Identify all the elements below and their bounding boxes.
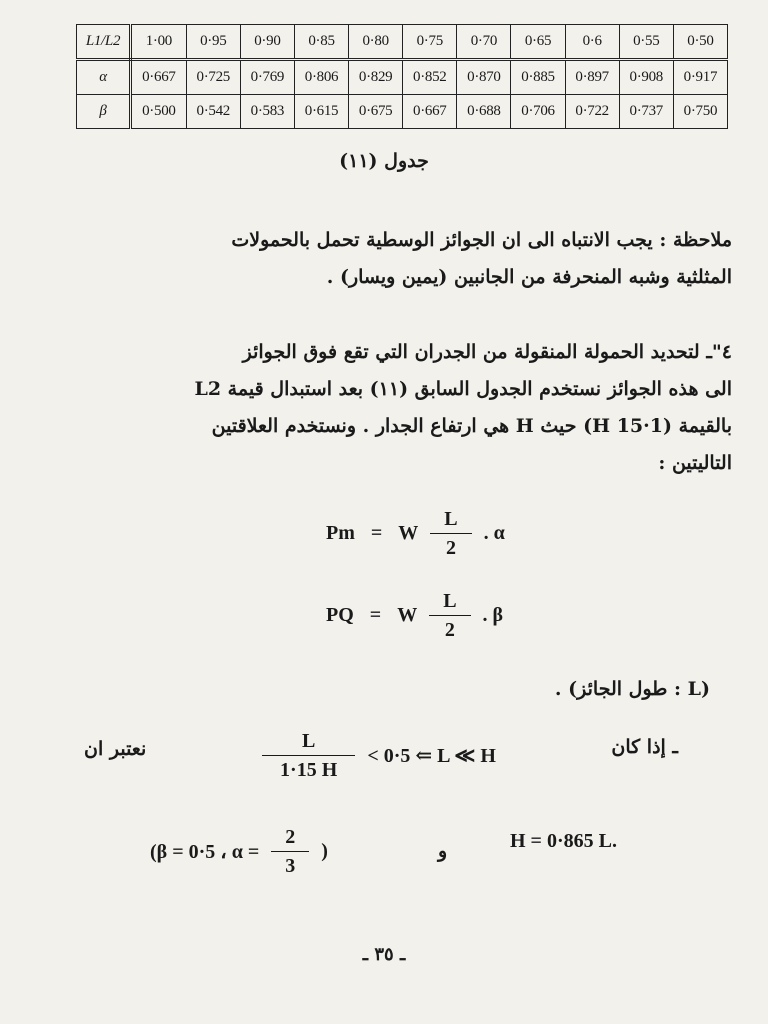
table-row-label: L1/L2 — [77, 25, 131, 60]
table-cell: 0·897 — [565, 60, 619, 95]
page-number: ـ ٣٥ ـ — [362, 944, 406, 965]
formula-lhs: PQ — [326, 604, 354, 626]
table-cell: 0·95 — [186, 25, 240, 60]
h-relation-text: H = 0·865 L. — [510, 830, 617, 852]
equals-sign: = — [370, 522, 383, 544]
condition-formula — [250, 730, 496, 781]
table-cell: 0·55 — [619, 25, 673, 60]
formula-lhs: Pm — [326, 522, 355, 544]
item-4-paragraph — [32, 334, 732, 482]
fraction-denominator: 1·15 H — [280, 759, 338, 781]
fraction-numerator: L — [262, 730, 355, 756]
fraction-numerator: L — [430, 508, 471, 534]
fraction-denominator: 2 — [444, 619, 455, 641]
table-row-alpha — [77, 60, 728, 95]
table-cell: 0·583 — [240, 95, 294, 129]
table-cell: 0·806 — [294, 60, 348, 95]
condition-relation: < 0·5 ⇐ L ≪ H — [367, 745, 496, 767]
table-cell: 0·829 — [349, 60, 403, 95]
table-cell: 0·50 — [673, 25, 727, 60]
table-cell: 0·750 — [673, 95, 727, 129]
table-cell: 0·917 — [673, 60, 727, 95]
table-cell: 0·688 — [457, 95, 511, 129]
fraction-denominator: 3 — [285, 855, 296, 877]
fraction-numerator: L — [429, 590, 470, 616]
table-caption: جدول (١١) — [339, 150, 429, 172]
table-cell: 1·00 — [131, 25, 187, 60]
table-cell: 0·706 — [511, 95, 565, 129]
result-formula — [150, 826, 328, 877]
table-cell: 0·852 — [403, 60, 457, 95]
table-row-beta — [77, 95, 728, 129]
table-cell: 0·675 — [349, 95, 403, 129]
fraction — [271, 826, 309, 877]
table-cell: 0·885 — [511, 60, 565, 95]
table-cell: 0·737 — [619, 95, 673, 129]
fraction-denominator: 2 — [445, 537, 456, 559]
text-line: التاليتين : — [658, 452, 732, 474]
table-cell: 0·75 — [403, 25, 457, 60]
result-beta-alpha: (β = 0·5 ، α = — [150, 841, 260, 863]
table-row-label: α — [77, 60, 131, 95]
condition-prefix — [611, 736, 678, 758]
table-cell: 0·70 — [457, 25, 511, 60]
text-line: ٤"ـ لتحديد الحمولة المنقولة من الجدران التي تقع فوق الجوائز — [242, 341, 732, 363]
formula-pq — [326, 590, 503, 641]
table-header-row — [77, 25, 728, 60]
condition-prefix-text: ـ إذا كان — [611, 736, 678, 758]
text-line: المثلثية وشبه المنحرفة من الجانبين (يمين ويسار) . — [326, 266, 732, 288]
table-cell: 0·85 — [294, 25, 348, 60]
table-cell: 0·500 — [131, 95, 187, 129]
table-cell: 0·80 — [349, 25, 403, 60]
conjunction-and: و — [438, 840, 448, 862]
l-definition: (L : طول الجائز) . — [554, 678, 710, 700]
h-relation — [510, 830, 617, 853]
table-cell: 0·615 — [294, 95, 348, 129]
formula-w: W — [398, 522, 419, 544]
table-cell: 0·90 — [240, 25, 294, 60]
text-line: الى هذه الجوائز نستخدم الجدول السابق (١١) بعد استبدال قيمة L2 — [194, 378, 732, 400]
text-line: بالقيمة (1·15 H) حيث H هي ارتفاع الجدار . ونستخدم العلاقتين — [211, 415, 732, 437]
condition-suffix: نعتبر ان — [84, 738, 147, 760]
table-cell: 0·722 — [565, 95, 619, 129]
table-cell: 0·725 — [186, 60, 240, 95]
table-cell: 0·769 — [240, 60, 294, 95]
equals-sign: = — [369, 604, 382, 626]
fraction — [430, 508, 471, 559]
formula-tail: . β — [482, 604, 504, 626]
table-cell: 0·65 — [511, 25, 565, 60]
text-line: ملاحظة : يجب الانتباه الى ان الجوائز الوسطية تحمل بالحمولات — [231, 229, 732, 251]
formula-tail: . α — [483, 522, 505, 544]
coefficient-table — [76, 24, 728, 129]
table-cell: 0·667 — [403, 95, 457, 129]
fraction — [429, 590, 470, 641]
table-row-label: β — [77, 95, 131, 129]
table-cell: 0·542 — [186, 95, 240, 129]
fraction — [262, 730, 355, 781]
formula-pm — [326, 508, 505, 559]
table-cell: 0·908 — [619, 60, 673, 95]
table-cell: 0·667 — [131, 60, 187, 95]
table-cell: 0·870 — [457, 60, 511, 95]
fraction-numerator: 2 — [271, 826, 309, 852]
table-cell: 0·6 — [565, 25, 619, 60]
note-paragraph — [32, 222, 732, 296]
formula-w: W — [397, 604, 418, 626]
result-close-paren: ) — [321, 840, 328, 862]
